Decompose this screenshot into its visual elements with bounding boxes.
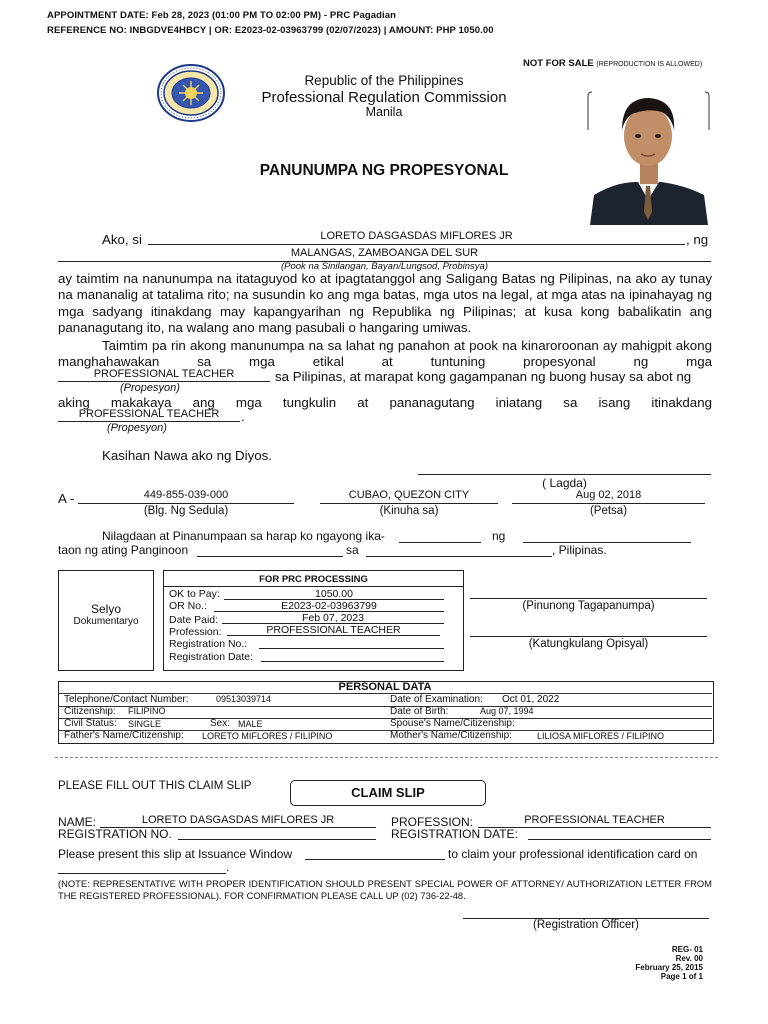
country-name: Republic of the Philippines [304,73,464,88]
ng-label: , ng [686,232,709,247]
oath-name-field: LORETO DASGASDAS MIFLORES JR [148,230,685,245]
or-no-value: E2023-02-03963799 [214,601,444,612]
sworn-pilipinas: , Pilipinas. [552,543,607,557]
date-paid-value: Feb 07, 2023 [222,613,444,624]
birthplace-caption: (Pook na Sinilangan, Bayan/Lungsod, Probinsya) [280,261,489,272]
birthplace-field: MALANGAS, ZAMBOANGA DEL SUR [58,247,711,262]
sworn-month-field [523,541,691,543]
reg-date-label: Registration Date: [169,651,254,663]
agency-city: Manila [365,105,403,119]
selyo-label: Selyo [90,602,122,616]
profession-value: PROFESSIONAL TEACHER [227,625,440,636]
cedula-date-field: Aug 02, 2018 [512,489,705,504]
documentary-stamp-box [58,570,154,671]
agency-name: Professional Regulation Commission [261,89,507,106]
reference-line: REFERENCE NO: INBGDVE4HBCY | OR: E2023-02-03963799 (02/07/2023) | AMOUNT: PHP 1050.00 [47,25,494,36]
cedula-prefix: A - [58,491,75,506]
cedula-number-field: 449-855-039-000 [78,489,294,504]
sex-label: Sex: [210,718,231,729]
sworn-day-field [399,541,481,543]
birth-label: Date of Birth: [390,706,449,717]
claim-present-b: to claim your professional identification card on [448,847,698,861]
reg-no-label: Registration No.: [169,638,248,650]
claim-name-field: LORETO DASGASDAS MIFLORES JR [100,814,376,828]
profession-field-1: PROFESSIONAL TEACHER [58,368,270,382]
form-date: February 25, 2015 [635,963,703,972]
claim-date-field [58,872,226,874]
signature-caption: ( Lagda) [542,476,587,490]
profession-label: Profession: [169,626,222,638]
form-rev: Rev. 00 [675,954,703,963]
father-value: LORETO MIFLORES / FILIPINO [202,731,333,741]
claim-slip-title: CLAIM SLIP [290,780,486,806]
claim-note: (NOTE: REPRESENTATIVE WITH PROPER IDENTIFICATION SHOULD PRESENT SPECIAL POWER OF ATTORNEY/ AUTHORIZATION LETTER FROM THE REGISTERED PROFESSIONAL). FOR CONFIRMATION PLEASE CALL UP (02) 736-22-48. [58,878,712,901]
id-photo-portrait [586,90,711,225]
profession-caption-1: (Propesyon) [120,382,180,394]
sex-value: MALE [238,719,263,729]
ako-si-label: Ako, si [102,232,142,247]
sworn-ng: ng [492,529,506,543]
not-for-sale: NOT FOR SALE (REPRODUCTION IS ALLOWED) [523,58,703,69]
citizenship-value: FILIPINO [128,706,166,716]
claim-regdate-field [528,838,711,840]
appointment-line: APPOINTMENT DATE: Feb 28, 2023 (01:00 PM TO 02:00 PM) - PRC Pagadian [47,10,397,21]
claim-profession-field: PROFESSIONAL TEACHER [478,814,711,828]
authorized-official-caption: (Katungkulang Opisyal) [528,638,649,650]
exam-value: Oct 01, 2022 [502,694,560,705]
cedula-number-caption: (Blg. Ng Sedula) [143,505,229,517]
date-paid-label: Date Paid: [169,614,219,626]
prc-seal-icon [157,64,225,122]
sworn-line-2: taon ng ating Panginoon [58,543,189,557]
claim-name-label: NAME: [58,815,97,829]
father-label: Father's Name/Citizenship: [64,730,184,741]
sworn-place-field [366,555,552,557]
personal-data-title: PERSONAL DATA [58,681,712,694]
page-title: PANUNUMPA NG PROPESYONAL [259,162,509,179]
profession-caption-2: (Propesyon) [107,422,167,434]
civil-status-value: SINGLE [128,719,162,729]
profession-field-2: PROFESSIONAL TEACHER [58,408,240,422]
claim-regno-label: REGISTRATION NO. [58,827,172,841]
claim-instruction: PLEASE FILL OUT THIS CLAIM SLIP [58,780,252,792]
administering-officer-caption: (Pinunong Tagapanumpa) [522,600,655,612]
administering-officer-line [470,597,707,599]
phone-label: Telephone/Contact Number: [64,694,189,705]
cut-line [55,757,718,758]
cedula-place-field: CUBAO, QUEZON CITY [320,489,498,504]
oath-paragraph-2: Taimtim pa rin akong manunumpa na sa lahat ng panahon at pook na kinaroroonan ay mahigpit akong manghahawakan sa mga etikal at tuntuning propesyonal ng mga [58,338,712,370]
oath-paragraph-2-end: aking makakaya ang mga tungkulin at pananagutang iniatang sa isang itinakdang [58,395,712,410]
form-footer [560,945,703,981]
mother-value: LILIOSA MIFLORES / FILIPINO [537,731,665,741]
mother-label: Mother's Name/Citizenship: [390,730,512,741]
reg-date-value [261,651,444,662]
processing-title: FOR PRC PROCESSING [259,574,368,585]
registration-officer-caption: (Registration Officer) [533,919,639,931]
dokumentaryo-label: Dokumentaryo [73,616,139,627]
period-mark: . [241,409,245,424]
or-no-label: OR No.: [169,600,207,612]
sworn-year-field [197,555,343,557]
ok-pay-label: OK to Pay: [169,588,220,600]
sworn-line-1: Nilagdaan at Pinanumpaan sa harap ko ngayong ika- [102,529,385,543]
civil-status-label: Civil Status: [64,718,117,729]
cedula-place-caption: (Kinuha sa) [379,505,439,517]
claim-present-c: . [226,860,230,874]
birth-value: Aug 07, 1994 [480,706,534,716]
exam-label: Date of Examination: [390,694,483,705]
spouse-label: Spouse's Name/Citizenship: [390,718,515,729]
cedula-date-caption: (Petsa) [589,505,628,517]
oath-paragraph-2-mid: sa Pilipinas, at marapat kong gagampanan ng buong husay sa abot ng [275,369,692,384]
phone-value: 09513039714 [216,694,272,704]
sworn-sa: sa [346,543,359,557]
closing-line: Kasihan Nawa ako ng Diyos. [102,448,272,463]
prc-processing-box [163,570,464,671]
oath-paragraph-1: ay taimtim na nanunumpa na itataguyod ko at ipagtatanggol ang Saligang Batas ng Pilipinas, na ako ay tunay na mananalig at tatalima rito; na susundin ko ang mga batas, mga utos na legal, at mga atas na ipinahayag ng mga sadyang itinakdang may kapangyarihan ng Republika ng Pilipinas; at kusa kong babalikatin ang pananagutang ito, na walang ano mang pasubali o hangaring umiwas. [58,271,712,335]
form-code: REG- 01 [671,945,703,954]
authorized-official-line [470,635,707,637]
personal-row-4 [58,730,712,742]
reg-no-value [259,638,444,649]
claim-window-field [305,858,445,860]
claim-profession-label: PROFESSION: [391,815,474,829]
ok-pay-value: 1050.00 [224,589,444,600]
claim-regno-field [178,838,376,840]
claim-regdate-label: REGISTRATION DATE: [391,827,518,841]
claim-present-a: Please present this slip at Issuance Window [58,847,293,861]
citizenship-label: Citizenship: [64,706,116,717]
signature-line [418,472,711,475]
form-page: Page 1 of 1 [660,972,703,981]
